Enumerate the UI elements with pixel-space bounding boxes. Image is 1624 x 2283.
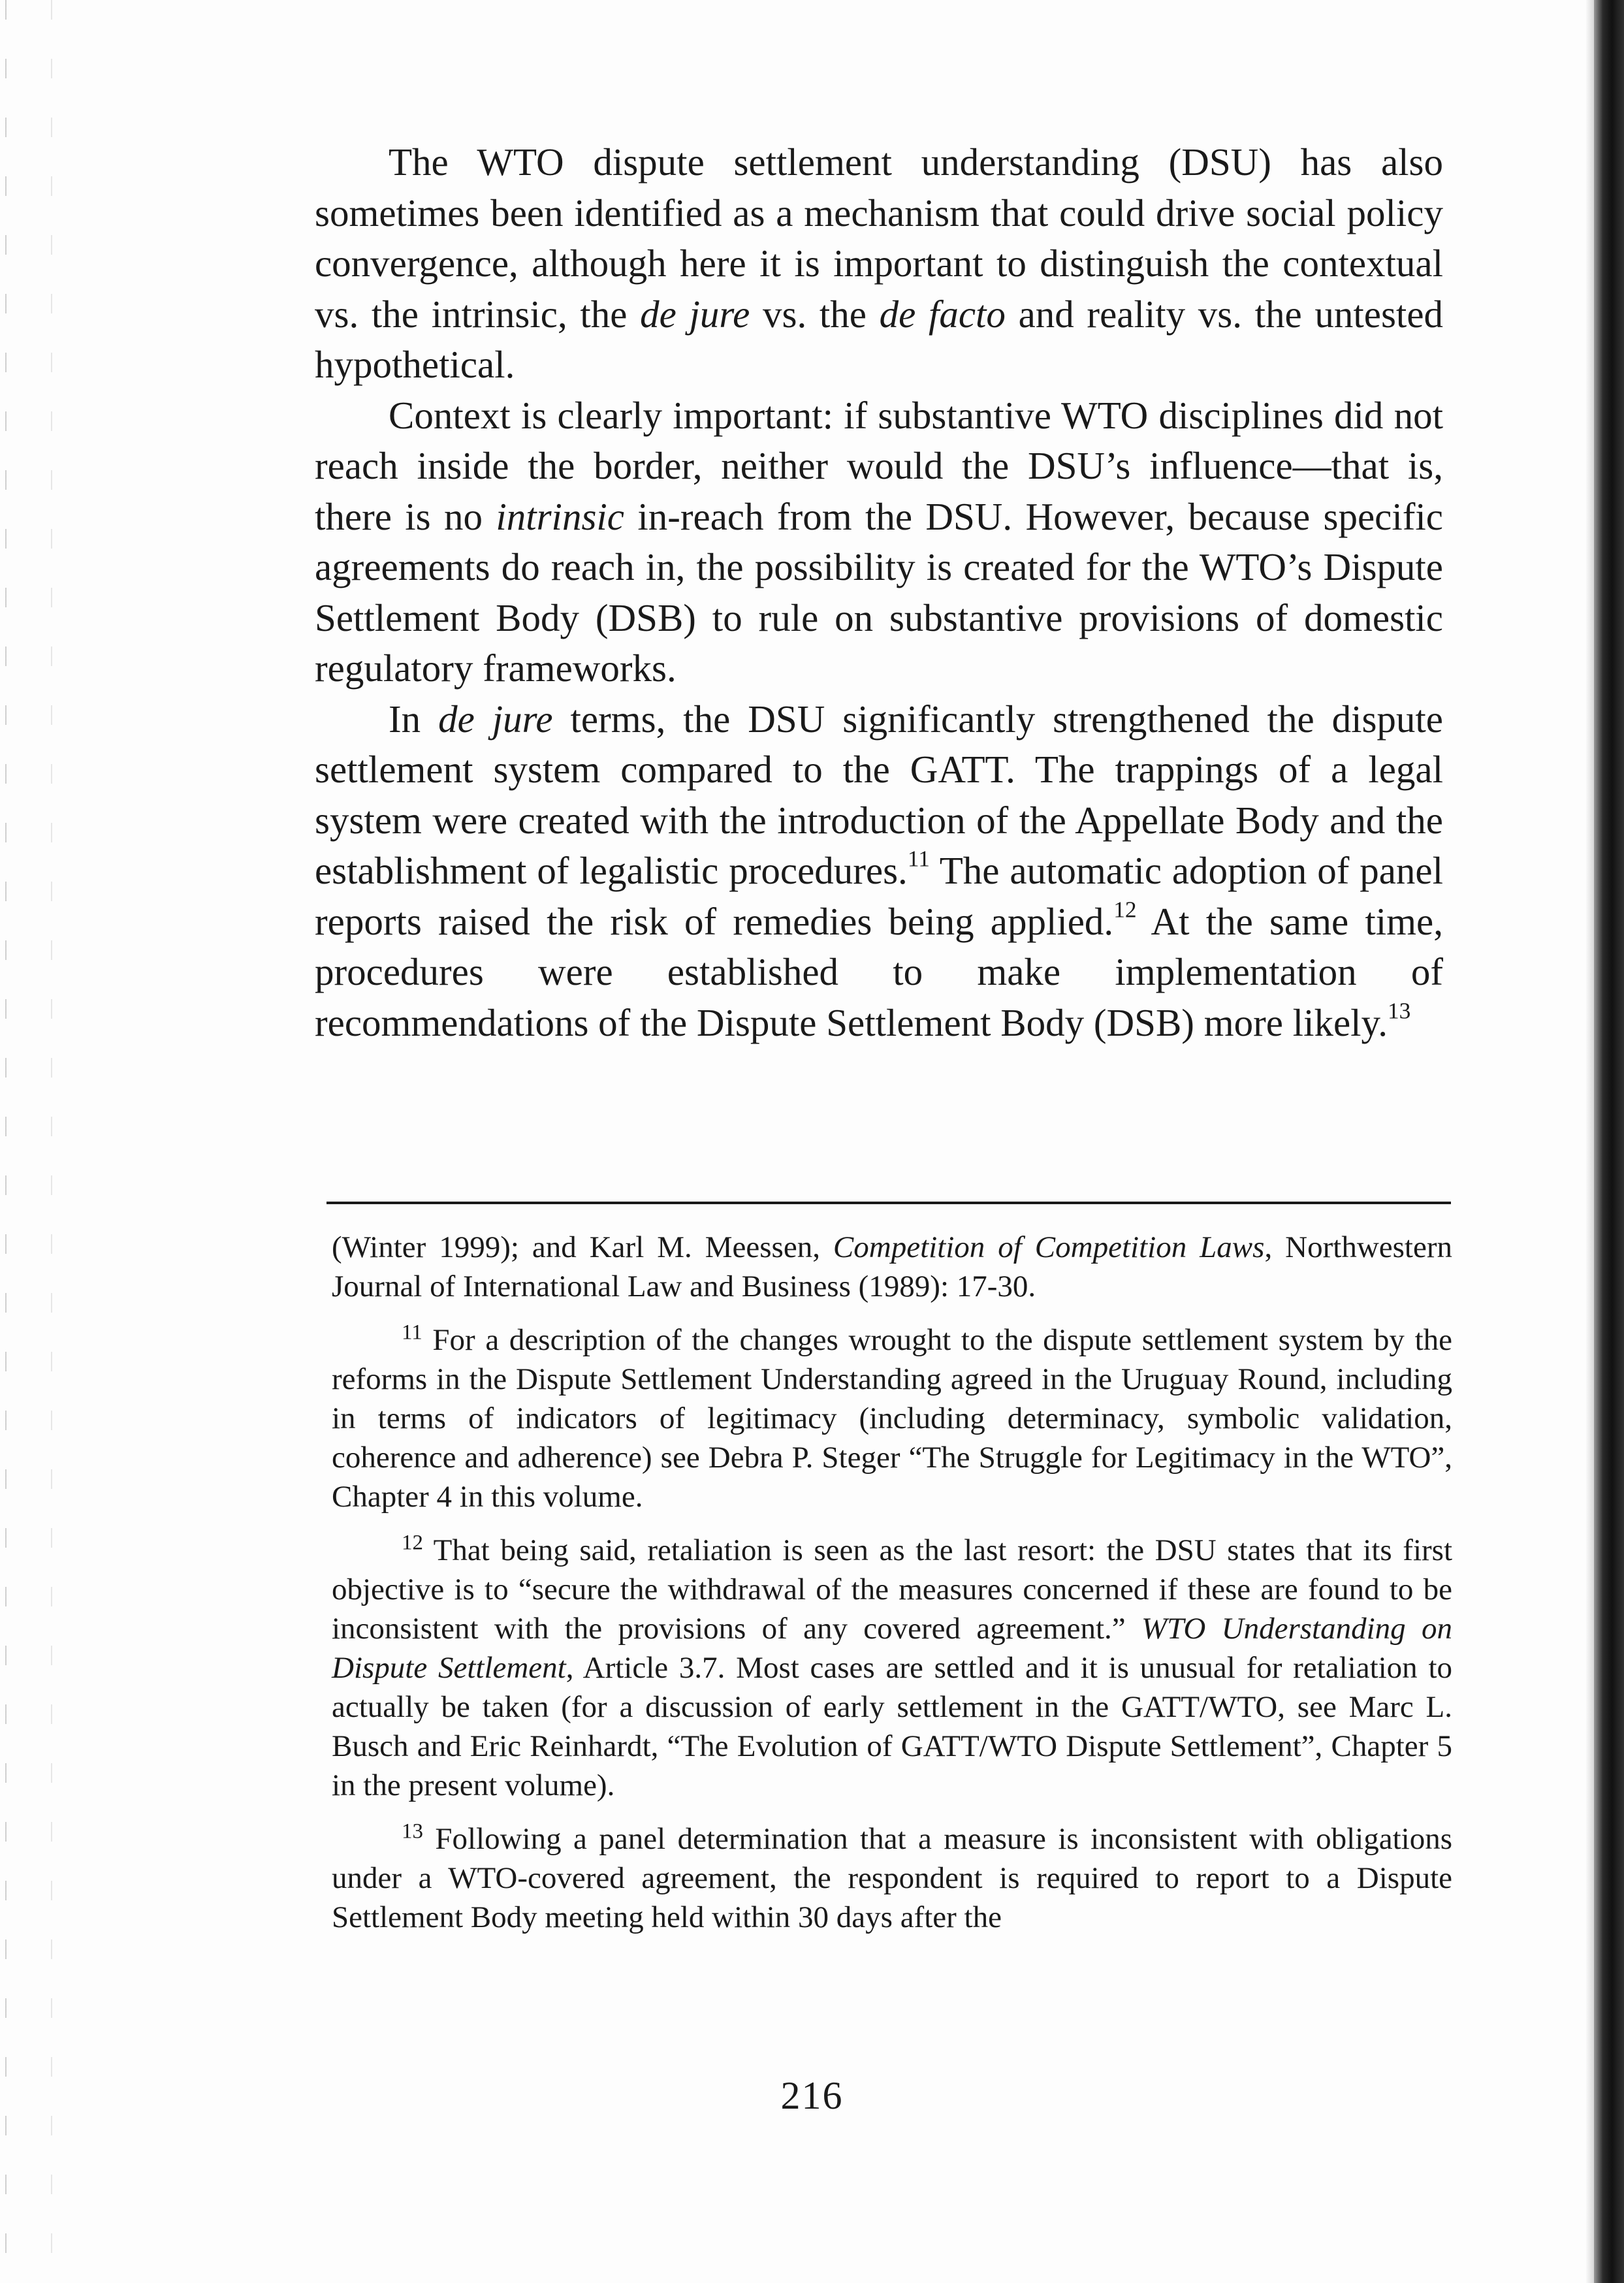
italic-title: Competition of Competition Laws — [833, 1230, 1265, 1264]
text-span: and reality vs. the untested hypothetical. — [315, 292, 1444, 386]
text-span: , Northwestern Journal of International Law and Business (1989): 17-30. — [332, 1230, 1452, 1303]
italic-term: intrinsic — [496, 494, 624, 538]
main-text — [315, 137, 1443, 1048]
text-span: That being said, retaliation is seen as the last resort: the DSU states that its first objective is to “secure the withdrawal of the measures concerned if these are found to be inconsistent with the provisions of any covered agreement.” — [332, 1533, 1452, 1646]
paragraph-3 — [315, 694, 1443, 1049]
italic-term: de facto — [879, 292, 1006, 336]
footnote-ref[interactable]: 12 — [1113, 895, 1137, 922]
italic-term: de jure — [438, 697, 553, 741]
footnote-number: 13 — [402, 1819, 423, 1844]
text-span: At the same time, procedures were established to make implementation of recommendations of the Dispute Settlement Body (DSB) more likely. — [315, 899, 1443, 1044]
footnote-divider — [326, 1202, 1451, 1204]
text-span: For a description of the changes wrought to the dispute settlement system by the reforms in the Dispute Settlement Understanding agreed in the Uruguay Round, including in terms of indicators of legitimacy (including determinacy, symbolic validation, coherence and adherence) see Debra P. Steger “The Struggle for Legitimacy in the WTO”, Chapter 4 in this volume. — [332, 1323, 1452, 1514]
italic-term: de jure — [640, 292, 750, 336]
footnote-continuation — [332, 1228, 1452, 1306]
footnote-number: 11 — [402, 1320, 422, 1345]
footnotes — [332, 1228, 1452, 1951]
italic-title: WTO Understanding on Dispute Settlement — [332, 1612, 1452, 1685]
text-span: vs. the — [750, 292, 880, 336]
footnote-12 — [332, 1531, 1452, 1805]
paragraph-2 — [315, 391, 1443, 694]
binding-edge — [1594, 0, 1624, 2283]
text-span: The WTO dispute settlement understanding (DSU) has also sometimes been identified as a mechanism that could drive social policy convergence, although here it is important to distinguish the contextual vs. the intrinsic, the — [315, 140, 1443, 336]
text-span: (Winter 1999); and Karl M. Meessen, — [332, 1230, 833, 1264]
footnote-11 — [332, 1320, 1452, 1516]
binding-shadow — [1585, 0, 1594, 2283]
footnote-13 — [332, 1819, 1452, 1937]
footnote-number: 12 — [402, 1531, 423, 1555]
text-span: Following a panel determination that a measure is inconsistent with obligations under a WTO-covered agreement, the respondent is required to report to a Dispute Settlement Body meeting held within 30 days after the — [332, 1822, 1452, 1934]
text-span: in-reach from the DSU. However, because specific agreements do reach in, the possibility is created for the WTO’s Dispute Settlement Body (DSB) to rule on substantive provisions of domestic regulatory frameworks. — [315, 494, 1443, 690]
scan-edge-artifact — [51, 0, 52, 2283]
footnote-ref[interactable]: 13 — [1387, 997, 1411, 1023]
text-span: In — [389, 697, 439, 741]
paragraph-1 — [315, 137, 1443, 391]
text-span: The automatic adoption of panel reports raised the risk of remedies being applied. — [315, 849, 1443, 943]
text-span: , Article 3.7. Most cases are settled and it is unusual for retaliation to actually be taken (for a discussion of early settlement in the GATT/WTO, see Marc L. Busch and Eric Reinhardt, “The Evolution of GATT/WTO Dispute Settlement”, Chapter 5 in the present volume). — [332, 1651, 1453, 1802]
footnote-ref[interactable]: 11 — [907, 845, 930, 872]
text-span: Context is clearly important: if substantive WTO disciplines did not reach inside the border, neither would the DSU’s influence—that is, there is no — [315, 393, 1443, 538]
page-number: 216 — [780, 2074, 844, 2117]
text-span: terms, the DSU significantly strengthened the dispute settlement system compared to the GATT. The trappings of a legal system were created with the introduction of the Appellate Body and the establishment of legalistic procedures. — [315, 697, 1443, 892]
scan-edge-artifact — [5, 0, 7, 2283]
